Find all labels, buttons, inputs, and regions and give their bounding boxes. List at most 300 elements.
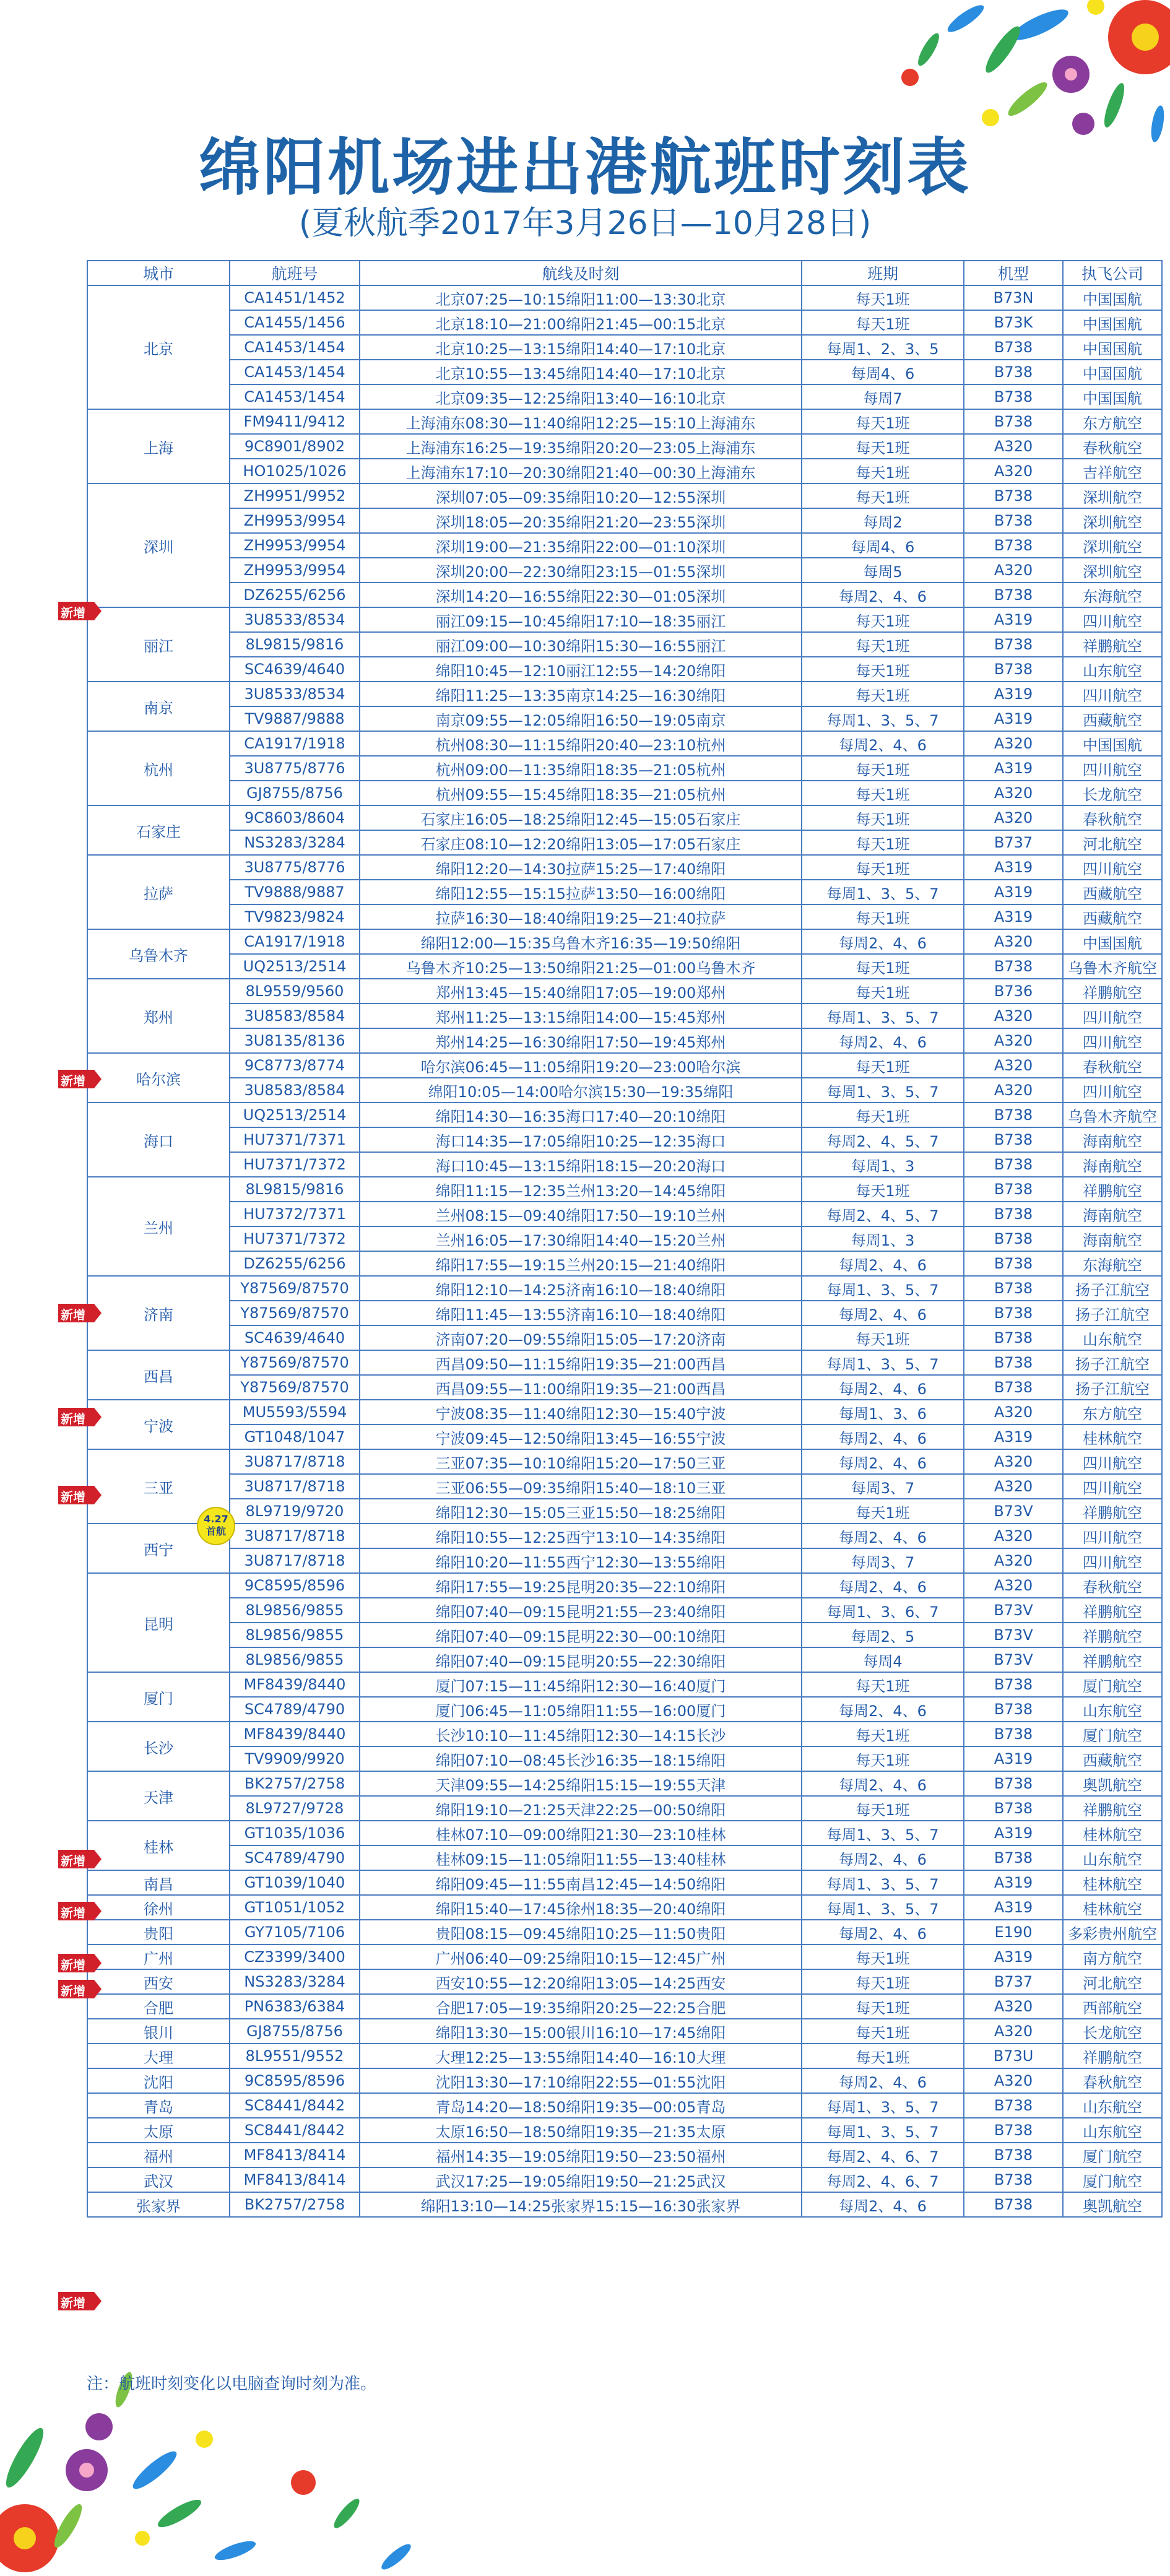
- airline-cell: 深圳航空: [1063, 508, 1162, 533]
- airline-cell: 西藏航空: [1063, 706, 1162, 731]
- aircraft-cell: B738: [964, 1202, 1063, 1226]
- page-title: 绵阳机场进出港航班时刻表: [199, 131, 971, 204]
- route-cell: 郑州11:25—13:15绵阳14:00—15:45郑州: [360, 1004, 802, 1028]
- flight-no-cell: SC4639/4640: [230, 1325, 360, 1350]
- flight-no-cell: SC4789/4790: [230, 1845, 360, 1870]
- table-row: [87, 409, 1162, 434]
- days-cell: 每天1班: [802, 781, 964, 805]
- city-cell: 济南: [87, 1276, 230, 1350]
- airline-cell: 四川航空: [1063, 1004, 1162, 1028]
- flight-no-cell: PN6383/6384: [230, 1994, 360, 2019]
- airline-cell: 四川航空: [1063, 756, 1162, 781]
- days-cell: 每天1班: [802, 1103, 964, 1127]
- city-cell: 厦门: [87, 1672, 230, 1722]
- aircraft-cell: B736: [964, 979, 1063, 1004]
- route-cell: 济南07:20—09:55绵阳15:05—17:20济南: [360, 1325, 802, 1350]
- aircraft-cell: A319: [964, 706, 1063, 731]
- days-cell: 每天1班: [802, 484, 964, 508]
- aircraft-cell: B738: [964, 1301, 1063, 1325]
- table-row: [87, 558, 1162, 583]
- route-cell: 深圳19:00—21:35绵阳22:00—01:10深圳: [360, 533, 802, 558]
- footnote: 注：航班时刻变化以电脑查询时刻为准。: [87, 2375, 377, 2393]
- route-cell: 绵阳12:30—15:05三亚15:50—18:25绵阳: [360, 1499, 802, 1524]
- flight-no-cell: 8L9719/9720: [230, 1499, 360, 1524]
- days-cell: 每天1班: [802, 855, 964, 880]
- aircraft-cell: A320: [964, 2019, 1063, 2044]
- table-row: [87, 1425, 1162, 1449]
- airline-cell: 四川航空: [1063, 1524, 1162, 1548]
- table-row: [87, 1697, 1162, 1722]
- flight-no-cell: 3U8533/8534: [230, 682, 360, 706]
- route-cell: 郑州14:25—16:30绵阳17:50—19:45郑州: [360, 1028, 802, 1053]
- table-header-row: [87, 261, 1162, 285]
- route-cell: 北京18:10—21:00绵阳21:45—00:15北京: [360, 310, 802, 335]
- aircraft-cell: B737: [964, 1969, 1063, 1994]
- flight-no-cell: 3U8583/8584: [230, 1004, 360, 1028]
- city-cell: 乌鲁木齐: [87, 929, 230, 979]
- new-route-flag-label: 新增: [61, 1308, 85, 1322]
- flight-no-cell: CA1455/1456: [230, 310, 360, 335]
- flight-no-cell: CZ3399/3400: [230, 1945, 360, 1969]
- table-row: [87, 384, 1162, 409]
- aircraft-cell: B738: [964, 1697, 1063, 1722]
- table-row: [87, 1573, 1162, 1598]
- airline-cell: 山东航空: [1063, 1697, 1162, 1722]
- route-cell: 武汉17:25—19:05绵阳19:50—21:25武汉: [360, 2167, 802, 2192]
- new-route-flag: [58, 1850, 102, 1868]
- city-cell: 南京: [87, 682, 230, 731]
- aircraft-cell: B737: [964, 830, 1063, 855]
- flight-no-cell: MF8439/8440: [230, 1672, 360, 1697]
- flight-no-cell: 3U8775/8776: [230, 756, 360, 781]
- days-cell: 每周2、4、6、7: [802, 2167, 964, 2192]
- flight-no-cell: CA1453/1454: [230, 384, 360, 409]
- route-cell: 绵阳12:55—15:15拉萨13:50—16:00绵阳: [360, 880, 802, 904]
- airline-cell: 中国国航: [1063, 384, 1162, 409]
- table-row: [87, 459, 1162, 484]
- days-cell: 每天1班: [802, 1499, 964, 1524]
- aircraft-cell: A320: [964, 434, 1063, 459]
- days-cell: 每天1班: [802, 657, 964, 682]
- days-cell: 每周1、3、5、7: [802, 1821, 964, 1845]
- route-cell: 绵阳10:20—11:55西宁12:30—13:55绵阳: [360, 1548, 802, 1573]
- aircraft-cell: B73K: [964, 310, 1063, 335]
- table-row: [87, 1722, 1162, 1746]
- new-route-flag-label: 新增: [61, 1984, 85, 1998]
- route-cell: 沈阳13:30—17:10绵阳22:55—01:55沈阳: [360, 2068, 802, 2093]
- table-row: [87, 1251, 1162, 1276]
- flight-no-cell: 3U8717/8718: [230, 1548, 360, 1573]
- table-row: [87, 434, 1162, 459]
- days-cell: 每周2、4、6: [802, 1251, 964, 1276]
- flight-no-cell: 3U8717/8718: [230, 1524, 360, 1548]
- aircraft-cell: B738: [964, 1771, 1063, 1796]
- route-cell: 乌鲁木齐10:25—13:50绵阳21:25—01:00乌鲁木齐: [360, 954, 802, 979]
- new-route-flag-label: 新增: [61, 605, 85, 620]
- flight-no-cell: NS3283/3284: [230, 830, 360, 855]
- days-cell: 每周2、4、6: [802, 583, 964, 607]
- aircraft-cell: B738: [964, 484, 1063, 508]
- city-cell: 天津: [87, 1771, 230, 1821]
- route-cell: 上海浦东08:30—11:40绵阳12:25—15:10上海浦东: [360, 409, 802, 434]
- flight-no-cell: HO1025/1026: [230, 459, 360, 484]
- table-row: [87, 1969, 1162, 1994]
- table-row: [87, 855, 1162, 880]
- aircraft-cell: A320: [964, 731, 1063, 756]
- days-cell: 每天1班: [802, 409, 964, 434]
- table-row: [87, 706, 1162, 731]
- aircraft-cell: B738: [964, 384, 1063, 409]
- route-cell: 绵阳14:30—16:35海口17:40—20:10绵阳: [360, 1103, 802, 1127]
- flight-no-cell: FM9411/9412: [230, 409, 360, 434]
- airline-cell: 扬子江航空: [1063, 1276, 1162, 1301]
- days-cell: 每周1、3、5、7: [802, 706, 964, 731]
- flight-no-cell: 8L9551/9552: [230, 2044, 360, 2068]
- flight-no-cell: 3U8717/8718: [230, 1474, 360, 1499]
- table-row: [87, 533, 1162, 558]
- table-row: [87, 1375, 1162, 1400]
- flight-no-cell: GT1051/1052: [230, 1895, 360, 1920]
- route-cell: 三亚06:55—09:35绵阳15:40—18:10三亚: [360, 1474, 802, 1499]
- aircraft-cell: B738: [964, 1350, 1063, 1375]
- flight-no-cell: 8L9815/9816: [230, 1177, 360, 1202]
- route-cell: 西安10:55—12:20绵阳13:05—14:25西安: [360, 1969, 802, 1994]
- route-cell: 上海浦东17:10—20:30绵阳21:40—00:30上海浦东: [360, 459, 802, 484]
- airline-cell: 奥凯航空: [1063, 1771, 1162, 1796]
- airline-cell: 厦门航空: [1063, 2167, 1162, 2192]
- city-cell: 桂林: [87, 1821, 230, 1870]
- days-cell: 每天1班: [802, 607, 964, 632]
- route-cell: 三亚07:35—10:10绵阳15:20—17:50三亚: [360, 1449, 802, 1474]
- new-route-flag-label: 新增: [61, 1490, 85, 1504]
- city-cell: 广州: [87, 1945, 230, 1969]
- table-row: [87, 2068, 1162, 2093]
- aircraft-cell: A320: [964, 1053, 1063, 1078]
- flight-no-cell: 9C8603/8604: [230, 805, 360, 830]
- airline-cell: 乌鲁木齐航空: [1063, 954, 1162, 979]
- route-cell: 西昌09:55—11:00绵阳19:35—21:00西昌: [360, 1375, 802, 1400]
- aircraft-cell: A320: [964, 1400, 1063, 1425]
- table-row: [87, 731, 1162, 756]
- aircraft-cell: B738: [964, 1103, 1063, 1127]
- aircraft-cell: B73V: [964, 1499, 1063, 1524]
- city-cell: 张家界: [87, 2192, 230, 2217]
- airline-cell: 四川航空: [1063, 1474, 1162, 1499]
- airline-cell: 山东航空: [1063, 2093, 1162, 2118]
- flight-schedule-table: [87, 260, 1163, 2218]
- airline-cell: 祥鹏航空: [1063, 979, 1162, 1004]
- route-cell: 海口14:35—17:05绵阳10:25—12:35海口: [360, 1127, 802, 1152]
- airline-cell: 四川航空: [1063, 1078, 1162, 1103]
- page-subtitle: (夏秋航季2017年3月26日—10月28日): [298, 205, 872, 242]
- route-cell: 绵阳10:05—14:00哈尔滨15:30—19:35绵阳: [360, 1078, 802, 1103]
- table-row: [87, 1920, 1162, 1945]
- aircraft-cell: A320: [964, 1028, 1063, 1053]
- aircraft-cell: A320: [964, 781, 1063, 805]
- days-cell: 每天1班: [802, 1746, 964, 1771]
- city-cell: 武汉: [87, 2167, 230, 2192]
- aircraft-cell: A319: [964, 682, 1063, 706]
- aircraft-cell: B738: [964, 1251, 1063, 1276]
- route-cell: 绵阳11:25—13:35南京14:25—16:30绵阳: [360, 682, 802, 706]
- flight-no-cell: CA1451/1452: [230, 285, 360, 310]
- airline-cell: 东海航空: [1063, 583, 1162, 607]
- route-cell: 郑州13:45—15:40绵阳17:05—19:00郑州: [360, 979, 802, 1004]
- aircraft-cell: B738: [964, 1722, 1063, 1746]
- airline-cell: 扬子江航空: [1063, 1301, 1162, 1325]
- table-row: [87, 904, 1162, 929]
- route-cell: 贵阳08:15—09:45绵阳10:25—11:50贵阳: [360, 1920, 802, 1945]
- route-cell: 绵阳13:30—15:00银川16:10—17:45绵阳: [360, 2019, 802, 2044]
- flight-no-cell: 3U8135/8136: [230, 1028, 360, 1053]
- flight-no-cell: SC4639/4640: [230, 657, 360, 682]
- table-row: [87, 1202, 1162, 1226]
- aircraft-cell: A320: [964, 1524, 1063, 1548]
- aircraft-cell: B738: [964, 409, 1063, 434]
- city-cell: 太原: [87, 2118, 230, 2143]
- airline-cell: 扬子江航空: [1063, 1375, 1162, 1400]
- flight-no-cell: GJ8755/8756: [230, 2019, 360, 2044]
- airline-cell: 深圳航空: [1063, 558, 1162, 583]
- first-flight-badge-label: 首航: [206, 1525, 226, 1537]
- days-cell: 每周4、6: [802, 533, 964, 558]
- route-cell: 深圳14:20—16:55绵阳22:30—01:05深圳: [360, 583, 802, 607]
- table-row: [87, 1870, 1162, 1895]
- days-cell: 每周2、4、6: [802, 731, 964, 756]
- flight-no-cell: MF8413/8414: [230, 2167, 360, 2192]
- route-cell: 桂林07:10—09:00绵阳21:30—23:10桂林: [360, 1821, 802, 1845]
- route-cell: 宁波09:45—12:50绵阳13:45—16:55宁波: [360, 1425, 802, 1449]
- table-row: [87, 1598, 1162, 1623]
- days-cell: 每周2、4、6: [802, 929, 964, 954]
- city-cell: 拉萨: [87, 855, 230, 929]
- city-cell: 西昌: [87, 1350, 230, 1400]
- table-row: [87, 1004, 1162, 1028]
- header-route: 航线及时刻: [360, 261, 802, 285]
- table-row: [87, 1623, 1162, 1647]
- route-cell: 绵阳07:40—09:15昆明22:30—00:10绵阳: [360, 1623, 802, 1647]
- route-cell: 哈尔滨06:45—11:05绵阳19:20—23:00哈尔滨: [360, 1053, 802, 1078]
- airline-cell: 厦门航空: [1063, 2143, 1162, 2167]
- airline-cell: 中国国航: [1063, 929, 1162, 954]
- airline-cell: 祥鹏航空: [1063, 632, 1162, 657]
- route-cell: 西昌09:50—11:15绵阳19:35—21:00西昌: [360, 1350, 802, 1375]
- aircraft-cell: B738: [964, 533, 1063, 558]
- table-row: [87, 880, 1162, 904]
- days-cell: 每天1班: [802, 954, 964, 979]
- route-cell: 绵阳12:20—14:30拉萨15:25—17:40绵阳: [360, 855, 802, 880]
- flight-no-cell: CA1917/1918: [230, 731, 360, 756]
- route-cell: 太原16:50—18:50绵阳19:35—21:35太原: [360, 2118, 802, 2143]
- airline-cell: 海南航空: [1063, 1127, 1162, 1152]
- table-row: [87, 484, 1162, 508]
- aircraft-cell: B738: [964, 360, 1063, 384]
- aircraft-cell: A320: [964, 1548, 1063, 1573]
- route-cell: 青岛14:20—18:50绵阳19:35—00:05青岛: [360, 2093, 802, 2118]
- days-cell: 每周2、4、6、7: [802, 2143, 964, 2167]
- route-cell: 绵阳12:10—14:25济南16:10—18:40绵阳: [360, 1276, 802, 1301]
- aircraft-cell: A319: [964, 855, 1063, 880]
- new-route-flag: [58, 1486, 102, 1504]
- first-flight-badge-date: 4.27: [204, 1513, 228, 1525]
- city-cell: 杭州: [87, 731, 230, 805]
- route-cell: 石家庄16:05—18:25绵阳12:45—15:05石家庄: [360, 805, 802, 830]
- flight-no-cell: SC4789/4790: [230, 1697, 360, 1722]
- table-row: [87, 2167, 1162, 2192]
- days-cell: 每周4、6: [802, 360, 964, 384]
- table-row: [87, 1796, 1162, 1821]
- route-cell: 绵阳07:40—09:15昆明20:55—22:30绵阳: [360, 1647, 802, 1672]
- aircraft-cell: B738: [964, 2143, 1063, 2167]
- route-cell: 北京10:55—13:45绵阳14:40—17:10北京: [360, 360, 802, 384]
- new-route-flag: [58, 1902, 102, 1920]
- flight-no-cell: MF8413/8414: [230, 2143, 360, 2167]
- route-cell: 大理12:25—13:55绵阳14:40—16:10大理: [360, 2044, 802, 2068]
- route-cell: 深圳07:05—09:35绵阳10:20—12:55深圳: [360, 484, 802, 508]
- table-row: [87, 285, 1162, 310]
- city-cell: 西安: [87, 1969, 230, 1994]
- flight-no-cell: Y87569/87570: [230, 1301, 360, 1325]
- flight-no-cell: Y87569/87570: [230, 1276, 360, 1301]
- airline-cell: 山东航空: [1063, 1325, 1162, 1350]
- flight-no-cell: 8L9815/9816: [230, 632, 360, 657]
- route-cell: 深圳20:00—22:30绵阳23:15—01:55深圳: [360, 558, 802, 583]
- aircraft-cell: B73U: [964, 2044, 1063, 2068]
- airline-cell: 四川航空: [1063, 607, 1162, 632]
- airline-cell: 西藏航空: [1063, 880, 1162, 904]
- days-cell: 每周2、4、6: [802, 1920, 964, 1945]
- days-cell: 每周1、3、6、7: [802, 1598, 964, 1623]
- airline-cell: 深圳航空: [1063, 484, 1162, 508]
- route-cell: 宁波08:35—11:40绵阳12:30—15:40宁波: [360, 1400, 802, 1425]
- aircraft-cell: B738: [964, 954, 1063, 979]
- aircraft-cell: A319: [964, 756, 1063, 781]
- flight-no-cell: 8L9856/9855: [230, 1598, 360, 1623]
- airline-cell: 长龙航空: [1063, 781, 1162, 805]
- aircraft-cell: A319: [964, 1746, 1063, 1771]
- aircraft-cell: B738: [964, 508, 1063, 533]
- route-cell: 绵阳17:55—19:25昆明20:35—22:10绵阳: [360, 1573, 802, 1598]
- aircraft-cell: B738: [964, 1672, 1063, 1697]
- aircraft-cell: A320: [964, 1573, 1063, 1598]
- table-row: [87, 1276, 1162, 1301]
- route-cell: 上海浦东16:25—19:35绵阳20:20—23:05上海浦东: [360, 434, 802, 459]
- days-cell: 每周1、3、5、7: [802, 1895, 964, 1920]
- days-cell: 每天1班: [802, 979, 964, 1004]
- airline-cell: 祥鹏航空: [1063, 1647, 1162, 1672]
- airline-cell: 桂林航空: [1063, 1821, 1162, 1845]
- table-row: [87, 1127, 1162, 1152]
- flight-no-cell: HU7371/7372: [230, 1226, 360, 1251]
- route-cell: 绵阳11:45—13:55济南16:10—18:40绵阳: [360, 1301, 802, 1325]
- days-cell: 每周1、3: [802, 1152, 964, 1177]
- city-cell: 青岛: [87, 2093, 230, 2118]
- route-cell: 厦门07:15—11:45绵阳12:30—16:40厦门: [360, 1672, 802, 1697]
- city-cell: 丽江: [87, 607, 230, 682]
- days-cell: 每周2、4、6: [802, 2068, 964, 2093]
- days-cell: 每周2、4、6: [802, 1845, 964, 1870]
- new-route-flag-label: 新增: [61, 1412, 85, 1426]
- airline-cell: 中国国航: [1063, 335, 1162, 360]
- route-cell: 杭州09:55—15:45绵阳18:35—21:05杭州: [360, 781, 802, 805]
- aircraft-cell: B73V: [964, 1598, 1063, 1623]
- route-cell: 北京09:35—12:25绵阳13:40—16:10北京: [360, 384, 802, 409]
- days-cell: 每周1、3、5、7: [802, 880, 964, 904]
- days-cell: 每周1、3、5、7: [802, 1870, 964, 1895]
- table-row: [87, 360, 1162, 384]
- days-cell: 每天1班: [802, 805, 964, 830]
- city-cell: 合肥: [87, 1994, 230, 2019]
- days-cell: 每周1、3、5、7: [802, 1078, 964, 1103]
- route-cell: 杭州09:00—11:35绵阳18:35—21:05杭州: [360, 756, 802, 781]
- airline-cell: 南方航空: [1063, 1945, 1162, 1969]
- airline-cell: 中国国航: [1063, 285, 1162, 310]
- city-cell: 银川: [87, 2019, 230, 2044]
- table-row: [87, 830, 1162, 855]
- flight-no-cell: SC8441/8442: [230, 2118, 360, 2143]
- days-cell: 每周1、3、5、7: [802, 2093, 964, 2118]
- table-row: [87, 335, 1162, 360]
- flight-no-cell: UQ2513/2514: [230, 1103, 360, 1127]
- route-cell: 绵阳12:00—15:35乌鲁木齐16:35—19:50绵阳: [360, 929, 802, 954]
- days-cell: 每周2、5: [802, 1623, 964, 1647]
- first-flight-badge: [197, 1507, 235, 1545]
- aircraft-cell: A320: [964, 2068, 1063, 2093]
- days-cell: 每周7: [802, 384, 964, 409]
- flight-no-cell: CA1453/1454: [230, 360, 360, 384]
- table-row: [87, 1499, 1162, 1524]
- days-cell: 每周1、3、5、7: [802, 1350, 964, 1375]
- city-cell: 上海: [87, 409, 230, 484]
- table-row: [87, 954, 1162, 979]
- flight-no-cell: MF8439/8440: [230, 1722, 360, 1746]
- flight-no-cell: GJ8755/8756: [230, 781, 360, 805]
- airline-cell: 东方航空: [1063, 1400, 1162, 1425]
- airline-cell: 奥凯航空: [1063, 2192, 1162, 2217]
- aircraft-cell: A320: [964, 805, 1063, 830]
- days-cell: 每天1班: [802, 1945, 964, 1969]
- days-cell: 每周2、4、6: [802, 1375, 964, 1400]
- airline-cell: 中国国航: [1063, 731, 1162, 756]
- flight-no-cell: 9C8595/8596: [230, 1573, 360, 1598]
- aircraft-cell: A319: [964, 1870, 1063, 1895]
- flight-no-cell: Y87569/87570: [230, 1375, 360, 1400]
- days-cell: 每周2、4、5、7: [802, 1127, 964, 1152]
- route-cell: 拉萨16:30—18:40绵阳19:25—21:40拉萨: [360, 904, 802, 929]
- city-cell: 哈尔滨: [87, 1053, 230, 1103]
- new-route-flag-label: 新增: [61, 1073, 85, 1088]
- route-cell: 兰州16:05—17:30绵阳14:40—15:20兰州: [360, 1226, 802, 1251]
- airline-cell: 春秋航空: [1063, 1053, 1162, 1078]
- flight-no-cell: GY7105/7106: [230, 1920, 360, 1945]
- route-cell: 绵阳07:10—08:45长沙16:35—18:15绵阳: [360, 1746, 802, 1771]
- airline-cell: 祥鹏航空: [1063, 1177, 1162, 1202]
- days-cell: 每周2、4、5、7: [802, 1202, 964, 1226]
- city-cell: 长沙: [87, 1722, 230, 1771]
- aircraft-cell: B738: [964, 1375, 1063, 1400]
- days-cell: 每天1班: [802, 1969, 964, 1994]
- flight-no-cell: SC8441/8442: [230, 2093, 360, 2118]
- days-cell: 每天1班: [802, 1722, 964, 1746]
- route-cell: 长沙10:10—11:45绵阳12:30—14:15长沙: [360, 1722, 802, 1746]
- days-cell: 每周2、4、6: [802, 1771, 964, 1796]
- aircraft-cell: E190: [964, 1920, 1063, 1945]
- new-route-flag: [58, 1980, 102, 1998]
- table-row: [87, 2192, 1162, 2217]
- table-row: [87, 1449, 1162, 1474]
- airline-cell: 祥鹏航空: [1063, 1623, 1162, 1647]
- table-row: [87, 310, 1162, 335]
